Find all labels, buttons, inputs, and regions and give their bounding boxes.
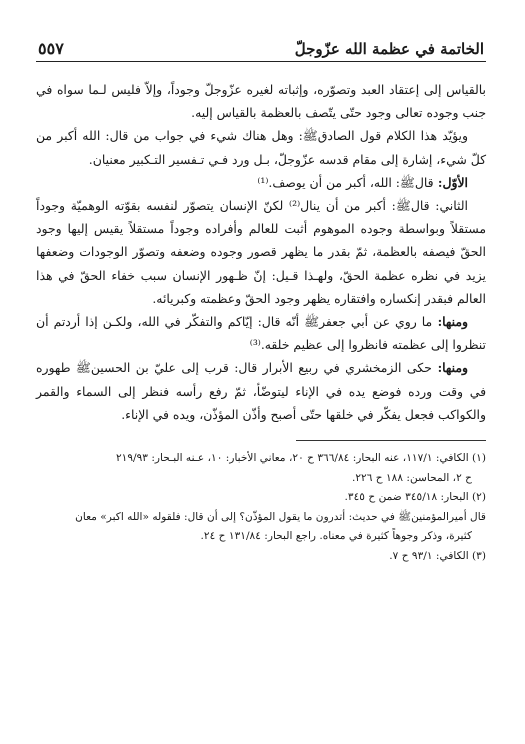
- page: [36, 32, 486, 722]
- paragraph-lead: ومنها:: [432, 314, 469, 330]
- footnote: قال أميرالمؤمنينﷺ في حديث: أتدرون ما يقول المؤذّن؟ إلى أن قال: فلقوله «الله اكبر» معان: [75, 510, 486, 523]
- running-title: الخاتمة في عظمة الله عزّوجلّ: [294, 40, 484, 58]
- paragraph: ومنها: حكى الزمخشري في ربيع الأبرار قال: قرب إلى عليّ بن الحسينﷺ طهوره في وقت ورده فوضع يده في الإناء ليتوضّأ، ثمّ رفع رأسه فنظر إلى السماء والقمر والكواكب فجعل يفكّر في خلقها حتّى أصبح وأذّن المؤذّن، ويده في الإناء.: [36, 360, 486, 422]
- footnote: (٣) الكافي: ٩٣/١ ح ٧.: [389, 549, 486, 562]
- paragraph-lead: ومنها:: [431, 360, 468, 376]
- paragraph: ومنها: ما روي عن أبي جعفرﷺ أنّه قال: إيّاكم والتفكّر في الله، ولكـن إذا أردتم أن تنظروا إلى عظمته فانظروا إلى عظيم خلقه.⁽³⁾: [36, 314, 486, 353]
- paragraph: الأوّل: قالﷺ: الله، أكبر من أن يوصف.⁽¹⁾: [257, 174, 468, 190]
- footnote-continuation: ح ٢، المحاسن: ١٨٨ ح ٢٢٦.: [351, 471, 472, 484]
- footnote-separator: [296, 440, 486, 441]
- paragraph: ويؤيّد هذا الكلام قول الصادقﷺ: وهل هناك شيء في جواب من قال: الله أكبر من كلّ شيء، إشارة إلى مقام قدسه عزّوجلّ، بـل ورد فـي تـفسير التـكبير معنيان.: [36, 128, 486, 167]
- paragraph: بالقياس إلى إعتقاد العبد وتصوّره، وإثباته لغيره عزّوجلّ وجوداً، وإلاّ فليس لـما سواه في جنب وجوده تعالى وجود حتّى يتّصف بالعظمة بالقياس إليه.: [36, 82, 486, 121]
- paragraph: الثاني: قالﷺ: أكبر من أن ينال⁽²⁾ لكنّ الإنسان يتصوّر لنفسه بقوّته الوهميّة وجوداً مستقلاً وبواسطة وجوده الموهوم أثبت للعالم وأفراده وجوداً مستقلاً يقيس إليها وجود الحقّ فيصفه بالعظمة، ثمّ بقدر ما يظهر قصور وجوده وضعفه وتصوّر الوجودات وضعفها يزيد في نظره عظمة الحقّ، ولهـذا قـيل: إنّ ظـهور الإنسان سبب خفاء الحقّ في هذا العالم فبقدر إنكساره وافتقاره يظهر وجود الحقّ وعظمته وكبريائه.: [36, 198, 486, 306]
- main-text: [36, 78, 486, 426]
- paragraph-lead: الأوّل:: [433, 174, 468, 190]
- footnote: (١) الكافي: ١١٧/١، عنه البحار: ٣٦٦/٨٤ ح ٢٠، معاني الأخبار: ١٠، عـنه البـحار: ٢١٩/٩٣: [115, 452, 486, 465]
- page-header: [36, 32, 486, 62]
- page-number: ٥٥٧: [38, 39, 64, 58]
- footnote-continuation: كثيرة، وذكر وجوهاً كثيرة في معناه. راجع البحار: ١٣١/٨٤ ح ٢٤.: [200, 530, 472, 543]
- footnote: (٢) البحار: ٣٤٥/١٨ ضمن ح ٣٤٥.: [344, 491, 486, 504]
- footnotes: [36, 449, 486, 566]
